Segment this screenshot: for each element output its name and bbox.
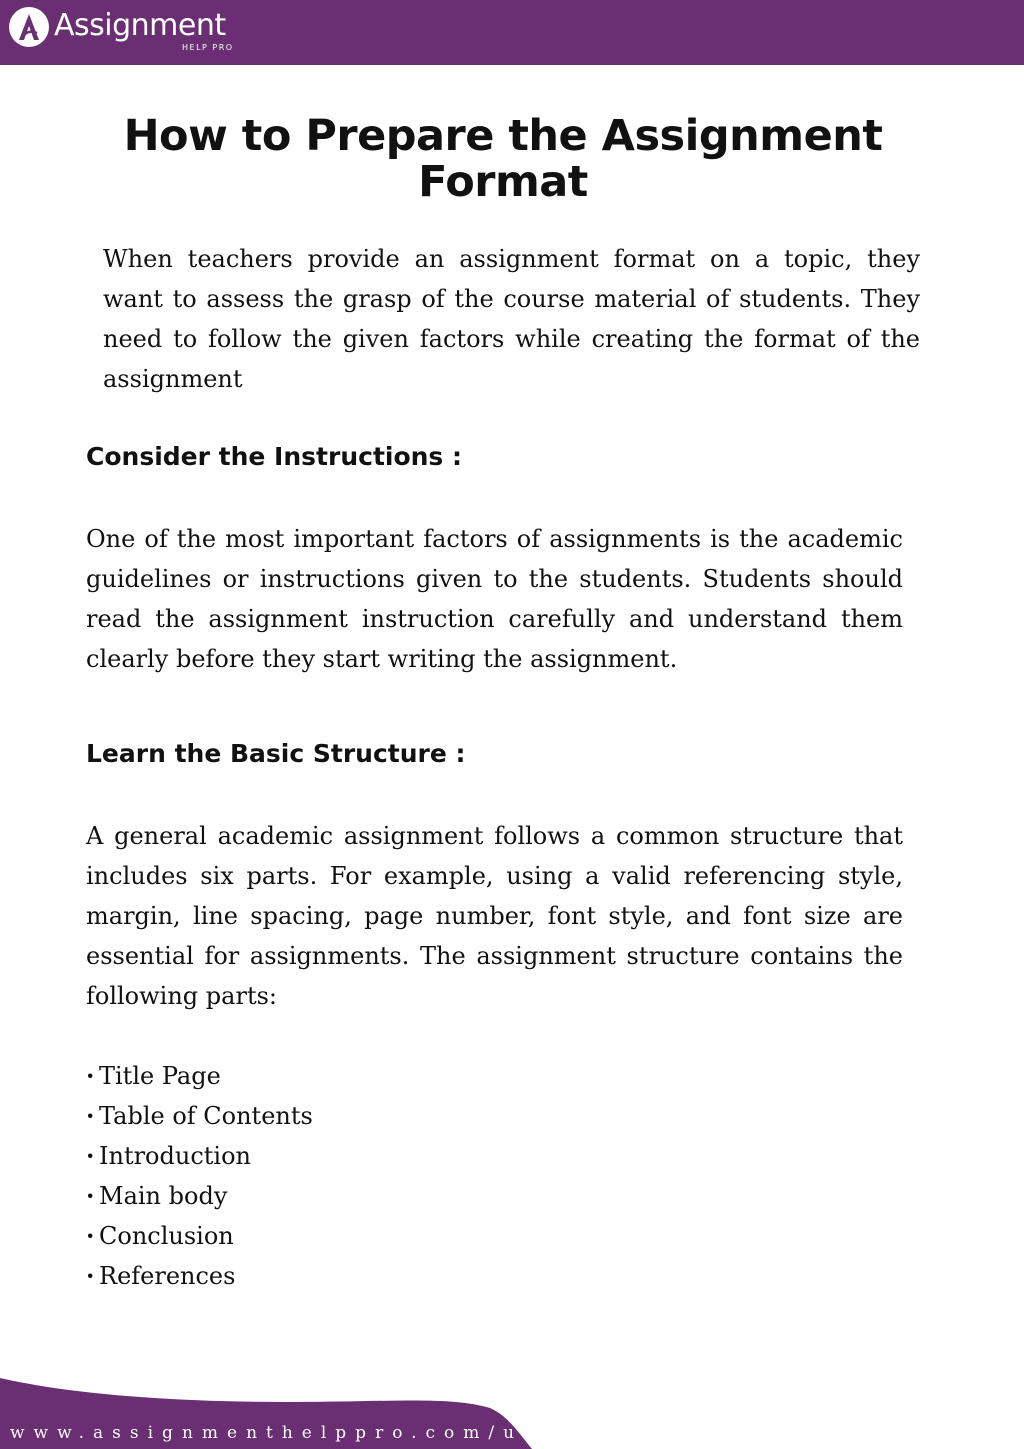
logo-a-icon — [8, 6, 50, 48]
list-item-label: Introduction — [99, 1142, 251, 1170]
section-heading-structure: Learn the Basic Structure : — [86, 739, 466, 768]
list-item — [86, 1096, 313, 1136]
bullet-icon: · — [86, 1221, 95, 1250]
header-bar — [0, 0, 1024, 65]
list-item-label: Table of Contents — [99, 1102, 313, 1130]
list-item — [86, 1136, 313, 1176]
bullet-icon: · — [86, 1181, 95, 1210]
footer-url-link[interactable]: www.assignmenthelppro.com/us/ — [10, 1423, 556, 1443]
section-heading-instructions: Consider the Instructions : — [86, 442, 463, 471]
intro-paragraph: When teachers provide an assignment format on a topic, they want to assess the grasp of the course material of students. They need to follow the given factors while creating the format of the assignment — [103, 245, 920, 393]
section-body-structure: A general academic assignment follows a common structure that includes six parts. For example, using a valid referencing style, margin, line spacing, page number, font style, and font size are essential for assignments. The assignment structure contains the following parts: — [86, 822, 903, 1010]
bullet-icon: · — [86, 1141, 95, 1170]
structure-parts-list — [86, 1056, 313, 1296]
list-item-label: References — [99, 1262, 236, 1290]
logo-subtitle: HELP PRO — [182, 43, 234, 52]
page-title: How to Prepare the Assignment Format — [123, 111, 883, 207]
section-body-instructions: One of the most important factors of assignments is the academic guidelines or instructions given to the students. Students should read the assignment instruction carefully and understand them clearly before they start writing the assignment. — [86, 525, 903, 673]
list-item — [86, 1256, 313, 1296]
bullet-icon: · — [86, 1061, 95, 1090]
list-item — [86, 1216, 313, 1256]
list-item-label: Main body — [99, 1182, 228, 1210]
bullet-icon: · — [86, 1101, 95, 1130]
logo-wordmark: Assignment — [54, 8, 226, 43]
list-item-label: Title Page — [99, 1062, 221, 1090]
list-item — [86, 1176, 313, 1216]
bullet-icon: · — [86, 1261, 95, 1290]
list-item — [86, 1056, 313, 1096]
list-item-label: Conclusion — [99, 1222, 234, 1250]
